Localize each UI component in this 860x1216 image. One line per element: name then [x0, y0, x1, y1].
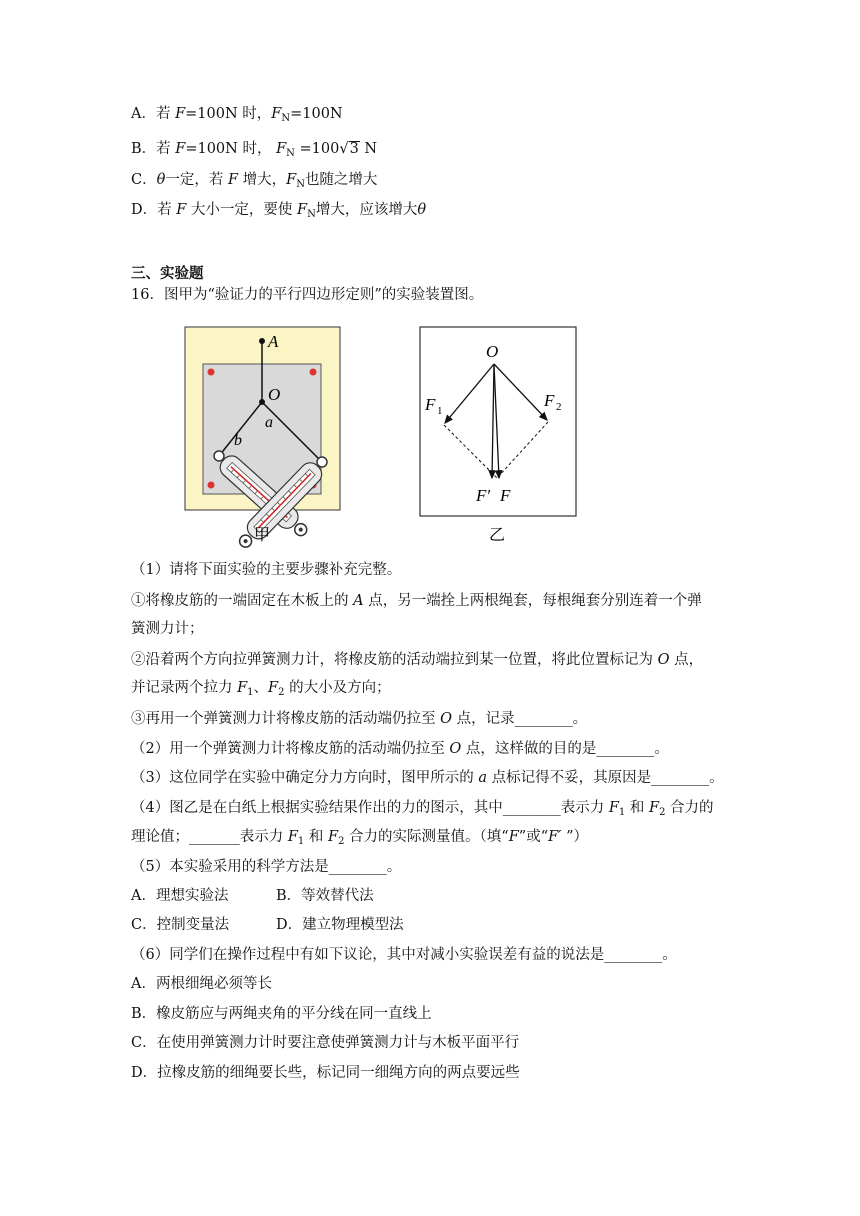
label-F2-main: F: [544, 391, 555, 410]
q1-step2-line1: ②沿着两个方向拉弹簧测力计，将橡皮筋的活动端拉到某一位置，将此位置标记为 O 点，: [131, 652, 704, 668]
label-a: a: [265, 414, 273, 431]
label-F1-main: F: [425, 395, 436, 414]
section-title: 三、实验题: [131, 266, 204, 282]
label-F: F: [500, 486, 511, 505]
question-stem: 16．图甲为“验证力的平行四边形定则”的实验装置图。: [131, 287, 484, 303]
figure-yi: [420, 327, 576, 544]
q3: （3）这位同学在实验中确定分力方向时，图甲所示的 a 点标记得不妥，其原因是________。: [131, 770, 724, 786]
option-d-prev: D．若 F 大小一定，要使 $F_N$增大，应该增大θ: [131, 202, 427, 220]
q5-option-a: A．理想实验法: [131, 888, 229, 904]
label-F1-sub: 1: [437, 405, 443, 417]
q4-line1: （4）图乙是在白纸上根据实验结果作出的力的图示，其中________表示力 $F_1$ 和 $F_2$ 合力的: [131, 800, 714, 818]
q5-option-d: D．建立物理模型法: [276, 917, 404, 933]
q2: （2）用一个弹簧测力计将橡皮筋的活动端仍拉至 O 点，这样做的目的是________。: [131, 741, 669, 757]
figure-jia: [185, 327, 340, 553]
label-F2-sub: 2: [556, 401, 562, 413]
option-b-prev: B．若 F=100N 时， $F_N =100√3$ N: [131, 141, 378, 159]
pin-top-left: [208, 369, 215, 376]
q5-stem: （5）本实验采用的科学方法是________。: [131, 859, 402, 875]
q1-step2-line2: 并记录两个拉力 $F_1$、$F_2$ 的大小及方向；: [131, 680, 391, 698]
q6-option-d: D．拉橡皮筋的细绳要长些，标记同一细绳方向的两点要远些: [131, 1065, 520, 1081]
point-A: [259, 338, 265, 344]
q1-step1-line2: 簧测力计；: [131, 621, 204, 637]
option-a-prev: A．若 F=100N 时，$F_N=100N$: [131, 106, 343, 124]
q5-option-b: B．等效替代法: [276, 888, 374, 904]
q1-intro: （1）请将下面实验的主要步骤补充完整。: [131, 562, 402, 578]
q6-option-c: C．在使用弹簧测力计时要注意使弹簧测力计与木板平面平行: [131, 1035, 520, 1051]
pin-bottom-left: [208, 482, 215, 489]
q6-option-b: B．橡皮筋应与两绳夹角的平分线在同一直线上: [131, 1006, 432, 1022]
q6-option-a: A．两根细绳必须等长: [131, 976, 272, 992]
q6-stem: （6）同学们在操作过程中有如下议论，其中对减小实验误差有益的说法是________。: [131, 947, 677, 963]
option-c-prev: C．θ一定，若 F 增大，$F_N$也随之增大: [131, 172, 378, 190]
caption-yi: 乙: [489, 525, 506, 544]
pin-top-right: [310, 369, 317, 376]
label-O-yi: O: [486, 342, 499, 361]
q1-step3: ③再用一个弹簧测力计将橡皮筋的活动端仍拉至 O 点，记录________。: [131, 711, 588, 727]
label-Fprime: F′: [476, 486, 491, 505]
caption-jia: 甲: [254, 525, 271, 544]
q5-option-c: C．控制变量法: [131, 917, 230, 933]
label-A: A: [268, 332, 279, 351]
q4-line2: 理论值；_______表示力 $F_1$ 和 $F_2$ 合力的实际测量值。（填“F”或“F′ ”）: [131, 829, 589, 847]
label-O-jia: O: [268, 385, 281, 404]
experiment-figure: [0, 0, 860, 560]
q1-step1-line1: ①将橡皮筋的一端固定在木板上的 A 点，另一端拴上两根绳套，每根绳套分别连着一个弹: [131, 593, 702, 609]
label-b: b: [234, 432, 242, 449]
